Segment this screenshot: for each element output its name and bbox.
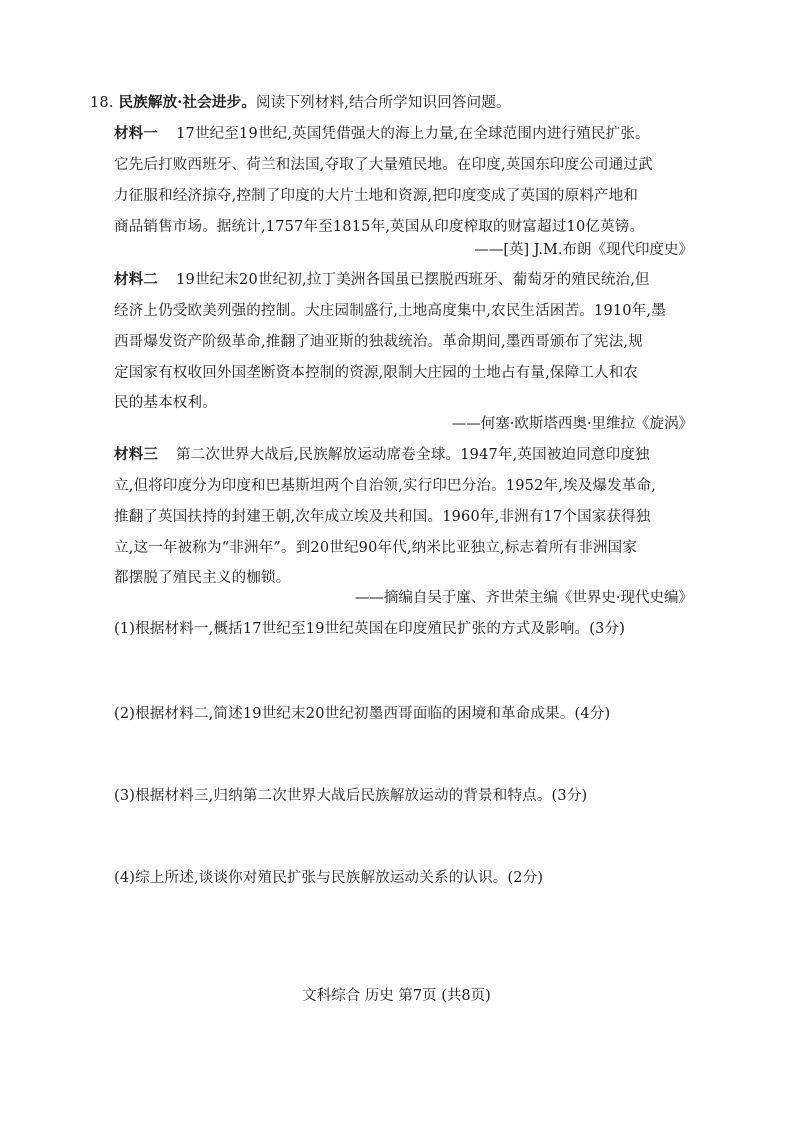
subquestion-2: (2)根据材料二,简述19世纪末20世纪初墨西哥面临的困境和革命成果。(4分) <box>114 706 611 722</box>
material-2-line-3: 西哥爆发资产阶级革命,推翻了迪亚斯的独裁统治。革命期间,墨西哥颁布了宪法,规 <box>114 334 643 350</box>
material-3-line-3: 推翻了英国扶持的封建王朝,次年成立埃及共和国。1960年,非洲有17个国家获得独 <box>114 509 651 525</box>
question-number: 18. <box>90 95 114 111</box>
material-2-line-4: 定国家有权收回外国垄断资本控制的资源,限制大庄园的土地占有量,保障工人和农 <box>114 365 639 381</box>
material-1-source: ——[英] J.M.布朗《现代印度史》 <box>474 242 693 258</box>
material-3-source: ——摘编自吴于廑、齐世荣主编《世界史·现代史编》 <box>354 590 693 606</box>
material-1-line-3: 力征服和经济掠夺,控制了印度的大片土地和资源,把印度变成了英国的原料产地和 <box>114 188 639 204</box>
page-footer: 文科综合 历史 第7页 (共8页) <box>302 988 491 1004</box>
material-1-line-4: 商品销售市场。据统计,1757年至1815年,英国从印度榨取的财富超过10亿英镑。 <box>114 219 645 235</box>
material-1-line-2: 它先后打败西班牙、荷兰和法国,夺取了大量殖民地。在印度,英国东印度公司通过武 <box>114 157 653 173</box>
subquestion-4: (4)综上所述,谈谈你对殖民扩张与民族解放运动关系的认识。(2分) <box>114 870 544 886</box>
subquestion-3: (3)根据材料三,归纳第二次世界大战后民族解放运动的背景和特点。(3分) <box>114 788 588 804</box>
material-1-label: 材料一 <box>114 125 159 142</box>
material-2-line-5: 民的基本权利。 <box>114 395 217 411</box>
material-3-line-2: 立,但将印度分为印度和巴基斯坦两个自治领,实行印巴分治。1952年,埃及爆发革命, <box>114 478 657 494</box>
material-2-line-2: 经济上仍受欧美列强的控制。大庄园制盛行,土地高度集中,农民生活困苦。1910年,墨 <box>114 303 666 319</box>
question-instruction: 阅读下列材料,结合所学知识回答问题。 <box>256 95 511 111</box>
material-3-label: 材料三 <box>114 446 159 463</box>
material-3-line-4: 立,这一年被称为“非洲年”。到20世纪90年代,纳米比亚独立,标志着所有非洲国家 <box>114 540 638 556</box>
question-header <box>90 93 511 113</box>
material-3-line-1: 材料三 第二次世界大战后,民族解放运动席卷全球。1947年,英国被迫同意印度独 <box>114 446 650 463</box>
material-2-source: ——何塞·欧斯塔西奥·里维拉《旋涡》 <box>451 416 693 432</box>
subquestion-1: (1)根据材料一,概括17世纪至19世纪英国在印度殖民扩张的方式及影响。(3分) <box>114 621 626 637</box>
material-2-label: 材料二 <box>114 271 159 288</box>
material-3-line-5: 都摆脱了殖民主义的枷锁。 <box>114 570 291 586</box>
material-2-line-1: 材料二 19世纪末20世纪初,拉丁美洲各国虽已摆脱西班牙、葡萄牙的殖民统治,但 <box>114 271 650 288</box>
question-title: 民族解放·社会进步。 <box>118 94 257 111</box>
material-1-line-1: 材料一 17世纪至19世纪,英国凭借强大的海上力量,在全球范围内进行殖民扩张。 <box>114 125 650 142</box>
